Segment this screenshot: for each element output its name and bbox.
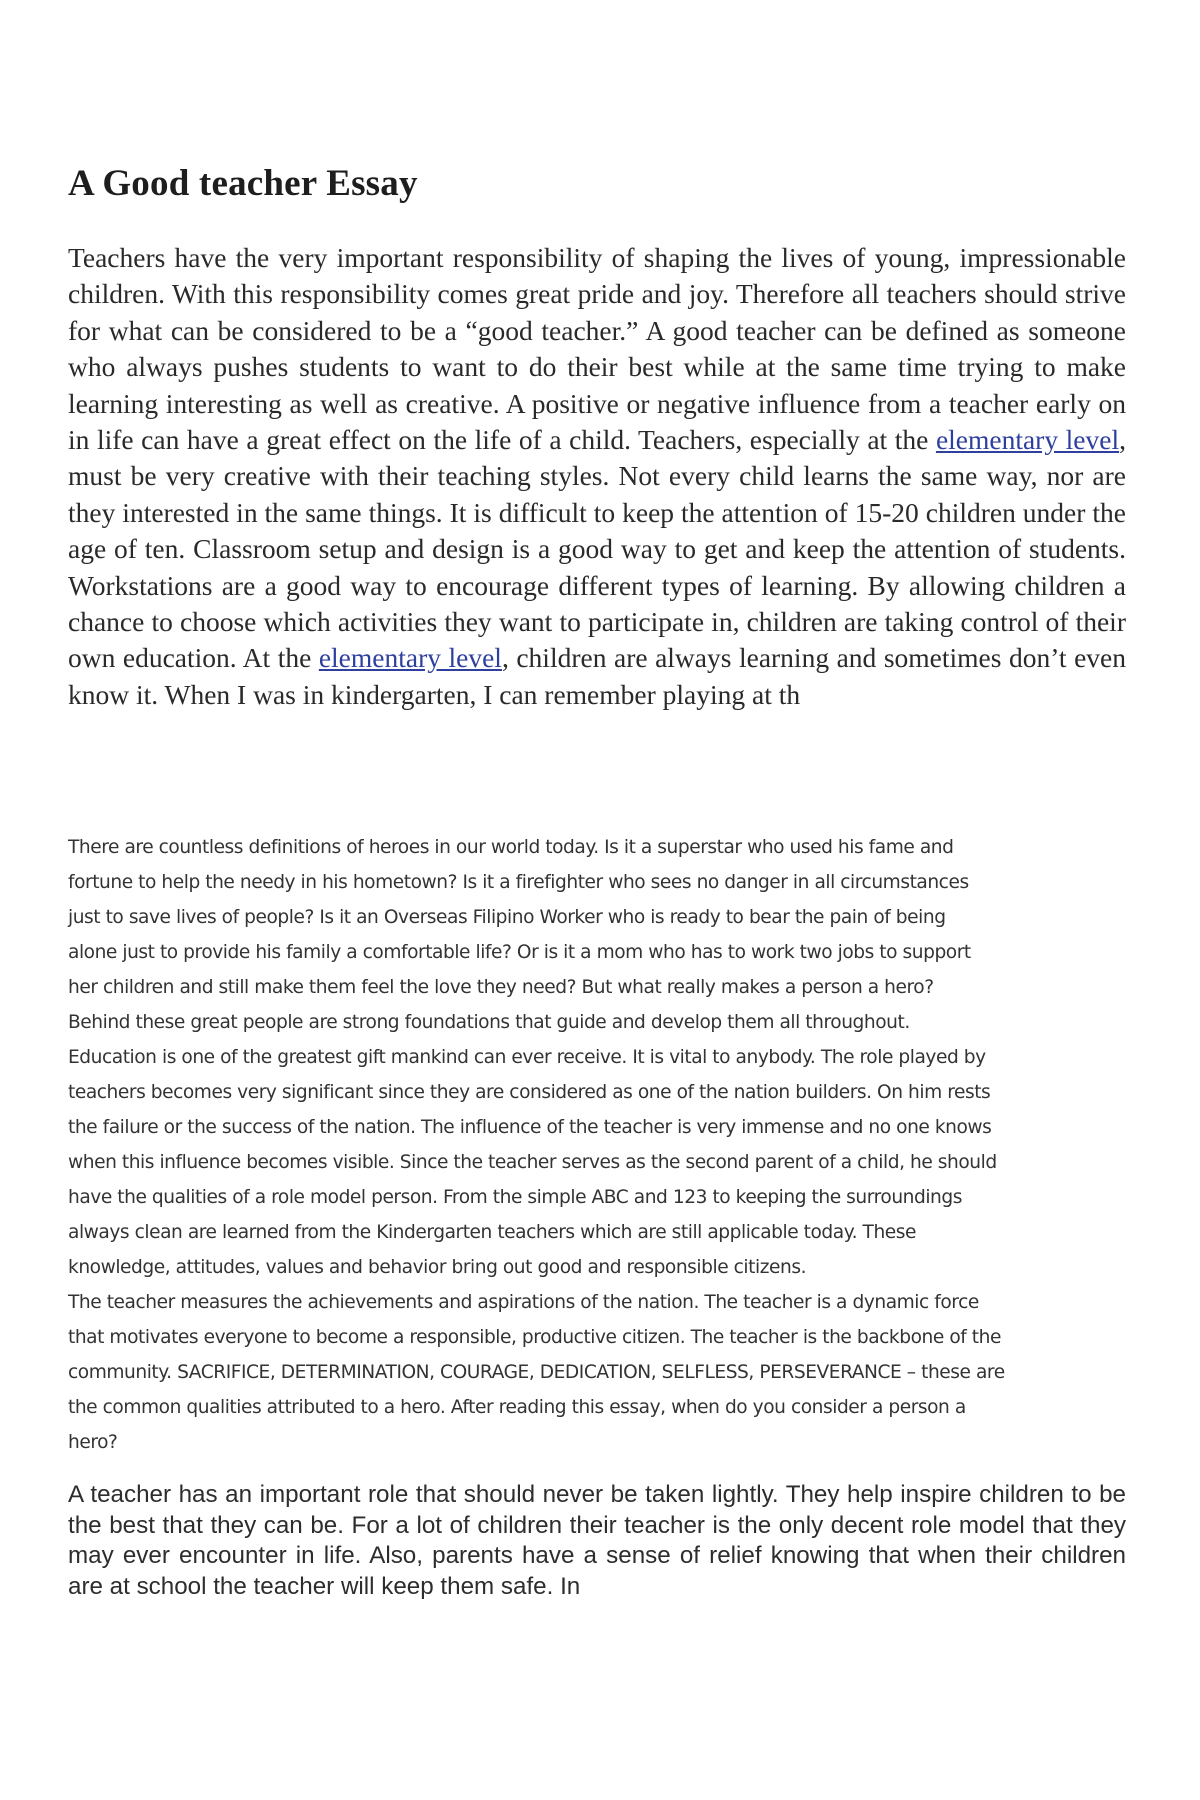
- essay-2-line: always clean are learned from the Kindergarten teachers which are still applicable today. These: [68, 1222, 917, 1243]
- essay-2-line: The teacher measures the achievements and aspirations of the nation. The teacher is a dynamic force: [68, 1292, 979, 1313]
- essay-2-line: that motivates everyone to become a responsible, productive citizen. The teacher is the backbone of the: [68, 1327, 1001, 1348]
- essay-2-line: Behind these great people are strong foundations that guide and develop them all throughout.: [68, 1012, 910, 1033]
- page-title: A Good teacher Essay: [68, 163, 418, 204]
- essay-2-line: Education is one of the greatest gift mankind can ever receive. It is vital to anybody. The role played by: [68, 1047, 986, 1068]
- essay-2-line: just to save lives of people? Is it an Overseas Filipino Worker who is ready to bear the pain of being: [68, 907, 946, 928]
- essay-paragraph-2: [68, 830, 1126, 1460]
- essay-2-line: the common qualities attributed to a hero. After reading this essay, when do you consider a person a: [68, 1397, 966, 1418]
- essay-2-line: community. SACRIFICE, DETERMINATION, COURAGE, DEDICATION, SELFLESS, PERSEVERANCE – these are: [68, 1362, 1005, 1383]
- essay-2-line: There are countless definitions of heroes in our world today. Is it a superstar who used his fame and: [68, 837, 954, 858]
- essay-2-line: alone just to provide his family a comfortable life? Or is it a mom who has to work two jobs to support: [68, 942, 971, 963]
- essay-paragraph-1: [68, 240, 1126, 713]
- essay-2-line: fortune to help the needy in his hometown? Is it a firefighter who sees no danger in all circumstances: [68, 872, 969, 893]
- document-page: [68, 0, 1126, 1800]
- elementary-level-link-1[interactable]: elementary level: [935, 424, 1120, 456]
- essay-2-line: hero?: [68, 1432, 118, 1453]
- essay-1-text-b: , must be very creative with their teaching styles. Not every child learns the same way, nor are they interested in the same things. It is difficult to keep the attention of 15-20 children under the age of ten. Classroom setup and design is a good way to get and keep the attention of students. Workstations are a good way to encourage different types of learning. By allowing children a chance to choose which activities they want to participate in, children are taking control of their own education. At the: [68, 424, 1126, 674]
- essay-2-line: have the qualities of a role model person. From the simple ABC and 123 to keeping the surroundings: [68, 1187, 962, 1208]
- essay-1-text-a: Teachers have the very important responsibility of shaping the lives of young, impressionable children. With this responsibility comes great pride and joy. Therefore all teachers should strive for what can be considered to be a “good teacher.” A good teacher can be defined as someone who always pushes students to want to do their best while at the same time trying to make learning interesting as well as creative. A positive or negative influence from a teacher early on in life can have a great effect on the life of a child. Teachers, especially at the: [68, 242, 1126, 456]
- essay-1-text-c: , children are always learning and sometimes don’t even know it. When I was in kindergarten, I can remember playing at th: [68, 642, 1126, 710]
- essay-2-line: when this influence becomes visible. Since the teacher serves as the second parent of a child, he should: [68, 1152, 997, 1173]
- essay-2-line: her children and still make them feel the love they need? But what really makes a person a hero?: [68, 977, 934, 998]
- essay-2-line: the failure or the success of the nation. The influence of the teacher is very immense and no one knows: [68, 1117, 992, 1138]
- essay-2-line: knowledge, attitudes, values and behavior bring out good and responsible citizens.: [68, 1257, 807, 1278]
- essay-paragraph-3: A teacher has an important role that should never be taken lightly. They help inspire children to be the best that they can be. For a lot of children their teacher is the only decent role model that they may ever encounter in life. Also, parents have a sense of relief knowing that when their children are at school the teacher will keep them safe. In: [68, 1481, 1126, 1600]
- elementary-level-link-2[interactable]: elementary level: [318, 642, 502, 674]
- essay-2-line: teachers becomes very significant since they are considered as one of the nation builders. On him rests: [68, 1082, 991, 1103]
